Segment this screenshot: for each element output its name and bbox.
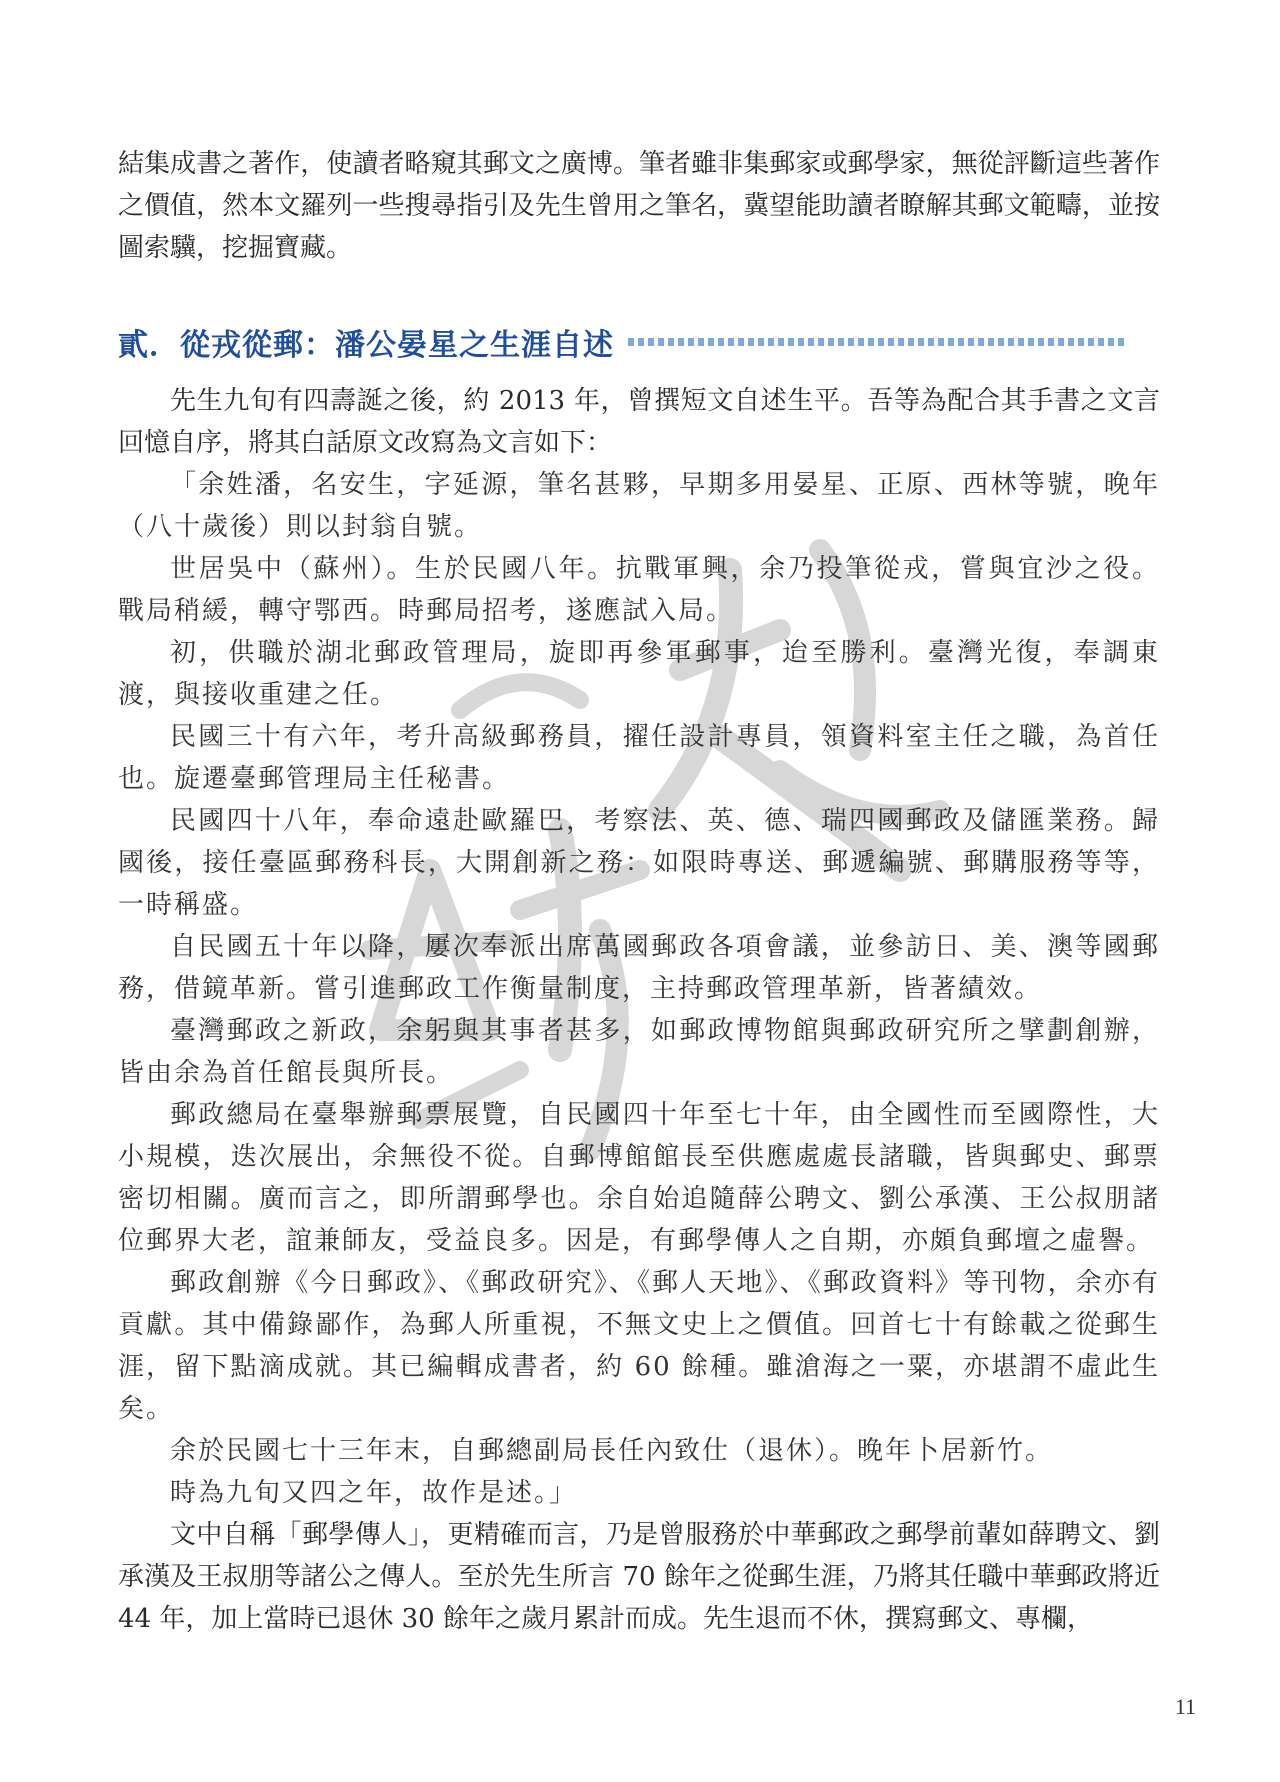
autobiography-quote (118, 464, 1160, 1514)
quote-paragraph: 郵政總局在臺舉辦郵票展覽，自民國四十年至七十年，由全國性而至國際性，大小規模，迭次展出，余無役不從。自郵博館館長至供應處處長諸職，皆與郵史、郵票密切相關。廣而言之，即所謂郵學也。余自始追隨薛公聘文、劉公承漢、王公叔朋諸位郵界大老，誼兼師友，受益良多。因是，有郵學傳人之自期，亦頗負郵壇之虛譽。 (118, 1100, 1160, 1256)
quote-paragraph: 時為九旬又四之年，故作是述。」 (170, 1478, 578, 1508)
quote-paragraph: 民國三十有六年，考升高級郵務員，擢任設計專員，領資料室主任之職，為首任也。旋遷臺郵管理局主任秘書。 (118, 722, 1160, 794)
paragraph-intro-bio: 先生九旬有四壽誕之後，約 2013 年，曾撰短文自述生平。吾等為配合其手書之文言回憶自序，將其白話原文改寫為文言如下： (118, 386, 1160, 458)
quote-paragraph: 郵政創辦《今日郵政》、《郵政研究》、《郵人天地》、《郵政資料》等刊物，余亦有貢獻。其中備錄鄙作，為郵人所重視，不無文史上之價值。回首七十有餘載之從郵生涯，留下點滴成就。其已編輯成書者，約 60 餘種。雖滄海之一粟，亦堪謂不虛此生矣。 (118, 1268, 1160, 1424)
heading-dotted-rule (628, 337, 1160, 347)
quote-paragraph: 初，供職於湖北郵政管理局，旋即再參軍郵事，迨至勝利。臺灣光復，奉調東渡，與接收重建之任。 (118, 638, 1160, 710)
section-heading-title: 貳．從戎從郵：潘公晏星之生涯自述 (118, 328, 614, 363)
quote-paragraph: 民國四十八年，奉命遠赴歐羅巴，考察法、英、德、瑞四國郵政及儲匯業務。歸國後，接任臺區郵務科長，大開創新之務：如限時專送、郵遞編號、郵購服務等等，一時稱盛。 (118, 806, 1160, 920)
section-heading (118, 318, 1160, 366)
main-body (118, 380, 1160, 1640)
intro-text: 結集成書之著作，使讀者略窺其郵文之廣博。筆者雖非集郵家或郵學家，無從評斷這些著作之價值，然本文羅列一些搜尋指引及先生曾用之筆名，冀望能助讀者瞭解其郵文範疇，並按圖索驥，挖掘寶藏。 (118, 149, 1160, 263)
paragraph-commentary: 文中自稱「郵學傳人」，更精確而言，乃是曾服務於中華郵政之郵學前輩如薛聘文、劉承漢及王叔朋等諸公之傳人。至於先生所言 70 餘年之從郵生涯，乃將其任職中華郵政將近 44 年，加上當時已退休 30 餘年之歲月累計而成。先生退而不休，撰寫郵文、專欄， (118, 1520, 1160, 1634)
quote-paragraph: 世居吳中（蘇州）。生於民國八年。抗戰軍興，余乃投筆從戎，嘗與宜沙之役。戰局稍緩，轉守鄂西。時郵局招考，遂應試入局。 (118, 554, 1160, 626)
quote-paragraph: 余於民國七十三年末，自郵總副局長任內致仕（退休）。晚年卜居新竹。 (170, 1436, 1054, 1466)
quote-paragraph: 「余姓潘，名安生，字延源，筆名甚夥，早期多用晏星、正原、西林等號，晚年（八十歲後）則以封翁自號。 (118, 470, 1160, 542)
quote-paragraph: 自民國五十年以降，屢次奉派出席萬國郵政各項會議，並參訪日、美、澳等國郵務，借鏡革新。嘗引進郵政工作衡量制度，主持郵政管理革新，皆著績效。 (118, 932, 1160, 1004)
quote-paragraph: 臺灣郵政之新政，余躬與其事者甚多，如郵政博物館與郵政研究所之擘劃創辦，皆由余為首任館長與所長。 (118, 1016, 1160, 1088)
page-number: 11 (1174, 1694, 1196, 1719)
intro-paragraph (118, 143, 1160, 269)
